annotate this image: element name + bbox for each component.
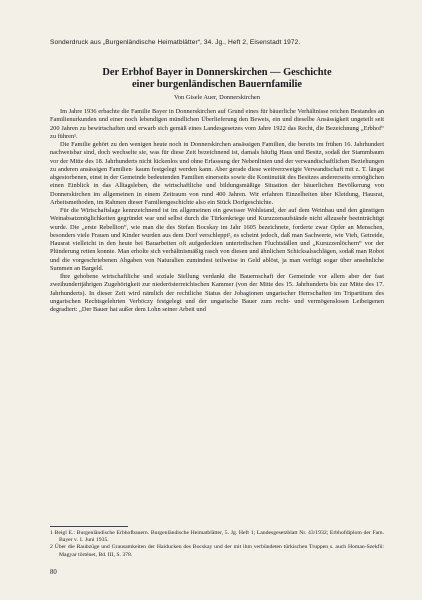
paragraph: Im Jahre 1936 erbachte die Familie Bayer in Donnerskirchen auf Grund eines für bäuerliche Verhältnisse reichen Bestandes an Familienurkunden und einer noch lebendigen mündlichen Überlieferung den Beweis, ein und dieselbe Ansässigkeit ungeteilt seit 200 Jahren zu bewirtschaften und erwarb sich gemäß eines Landesgesetzes vom Jahre 1922 das Recht, die Bezeichnung „Erbhof“ zu führen¹. [50,108,384,140]
footnote: 2 Über die Raubzüge und Grausamkeiten der Haiducken des Bocskay und der mit ihm verbündeten türkischen Truppen s. auch Homan-Szekfü: Magyar történet, Bd. III, S. 378. [50,544,384,558]
article-body [50,108,384,314]
title-line-1: Der Erbhof Bayer in Donnerskirchen — Geschichte [102,67,332,78]
footnote-divider [50,526,128,527]
page-number: 80 [50,569,57,576]
footnote: 1 Beigl E.: Burgenländische Erbhofbauern. Burgenländische Heimatblätter, 5. Jg. Heft 1; Landesgesetzblatt Nr. 43/1932; Erbhofdiplom der Fam. Bayer v. 1. Juni 1935. [50,530,384,544]
article-title [50,67,384,92]
paragraph: Ihre gehobene wirtschaftliche und soziale Stellung verdankt die Bauernschaft der Gemeinde vor allem aber der fast zweihundertjährigen Zugehörigkeit zur niederösterreichischen Kammer (von der Mitte des 15. Jahrhunderts bis zur Mitte des 17. Jahrhunderts). In dieser Zeit wird nämlich der rechtliche Status der Jobagionen ungarischer Herrschaften im Tripartitum des ungarischen Rechtsgelehrten Verböczy festgelegt und der ungarische Bauer zum recht- und vermögenslosen Leibeigenen degradiert: „Der Bauer hat außer dem Lohn seiner Arbeit und [50,273,384,313]
paragraph: Für die Wirtschaftslage kennzeichnend ist im allgemeinen ein gewisser Wohlstand, der auf dem Weinbau und den günstigen Weinabsatzmöglichkeiten gegründet war und selbst durch die Türkenkriege und Kuruzzenaufstände nicht allzusehr beeinträchtigt wurde. Die „erste Rebellion“, wie man die des Stefan Bocskay im Jahr 1605 bezeichnete, forderte zwar Opfer an Menschen, besonders viele Frauen und Kinder wurden aus dem Dorf verschleppt², es scheint jedoch, daß man Sachwerte, wie Vieh, Getreide, Hausrat vielleicht in den heute bei Bauarbeiten oft aufgedeckten unterirdischen Fluchtställen und „Kuruzzenlöchern“ vor der Plünderung retten konnte. Man erholte sich verhältnismäßig rasch von diesen und ähnlichen Schicksalsschlägen, sodaß man Robot und die vorgeschriebenen Abgaben von Naturalien zumindest teilweise in Geld ablöst, ja man verfügt sogar über ansehnliche Summen an Bargeld. [50,207,384,272]
author-byline: Von Gisele Auer, Donnerskirchen [174,94,260,101]
paragraph: Die Familie gehört zu den wenigen heute noch in Donnerskirchen ansässigen Familien, die bereits im frühen 16. Jahrhundert nachweisbar sind, doch wechselte sie, was für diese Zeit bezeichnend ist, damals häufig Haus und Besitz, sodaß der Stammbaum vor der Mitte des 18. Jahrhunderts nicht lückenlos und ohne Erfassung der Nebenlinien und der verwandtschaftlichen Beziehungen zu anderen ansässigen Familien· kaum festgelegt werden kann. Aber gerade diese weitverzweigte Verwandtschaft mit z. T. längst abgestorbenen, einst in der Gemeinde bedeutenden Familien einerseits sowie die Kontinuität des Besitzes andererseits ermöglichen einen Einblick in das Alltagsleben, die wirtschaftliche und bildungsmäßige Situation der bäuerlichen Bevölkerung von Donnerskirchen im allgemeinen in einem Zeitraum von rund 400 Jahren. Wir erfahren Einzelheiten über Kleidung, Hausrat, Arbeitsmethoden, im Rahmen dieser Familiengeschichte also ein Stück Dorfgeschichte. [50,141,384,206]
offprint-header: Sonderdruck aus „Burgenländische Heimatblätter“, 34. Jg., Heft 2, Eisenstadt 1972. [50,39,301,46]
footnotes [50,530,384,559]
title-line-2: einer burgenländischen Bauernfamilie [131,79,303,91]
